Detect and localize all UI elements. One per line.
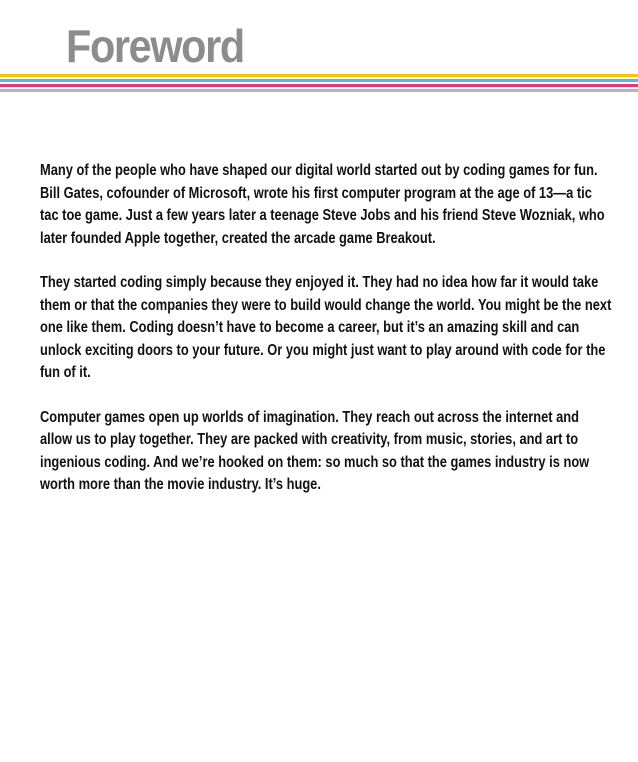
paragraph-2: They started coding simply because they enjoyed it. They had no idea how far it would take them or that the companies they were to build would change the world. You might be the next one like them. Coding doesn’t have to become a career, but it’s an amazing skill and can unlock exciting doors to your future. Or you might just want to play around with code for the fun of it. — [40, 274, 612, 381]
paragraph-1: Many of the people who have shaped our digital world started out by coding games for fun. Bill Gates, cofounder of Microsoft, wrote his first computer program at the age of 13—a tic tac toe game. Just a few years later a teenage Steve Jobs and his friend Steve Wozniak, who later founded Apple together, created the arcade game Breakout. — [40, 162, 605, 247]
page-title: Foreword — [66, 20, 244, 72]
stripe-blue — [0, 79, 638, 82]
paragraph-3: Computer games open up worlds of imagination. They reach out across the internet and allow us to play together. They are packed with creativity, from music, stories, and art to ingenious coding. And we’re hooked on them: so much so that the games industry is now worth more than the movie industry. It’s huge. — [40, 408, 590, 493]
foreword-body — [40, 160, 620, 519]
header-stripes — [0, 74, 638, 94]
stripe-gray — [0, 89, 638, 92]
stripe-yellow — [0, 74, 638, 77]
stripe-pink — [0, 84, 638, 87]
